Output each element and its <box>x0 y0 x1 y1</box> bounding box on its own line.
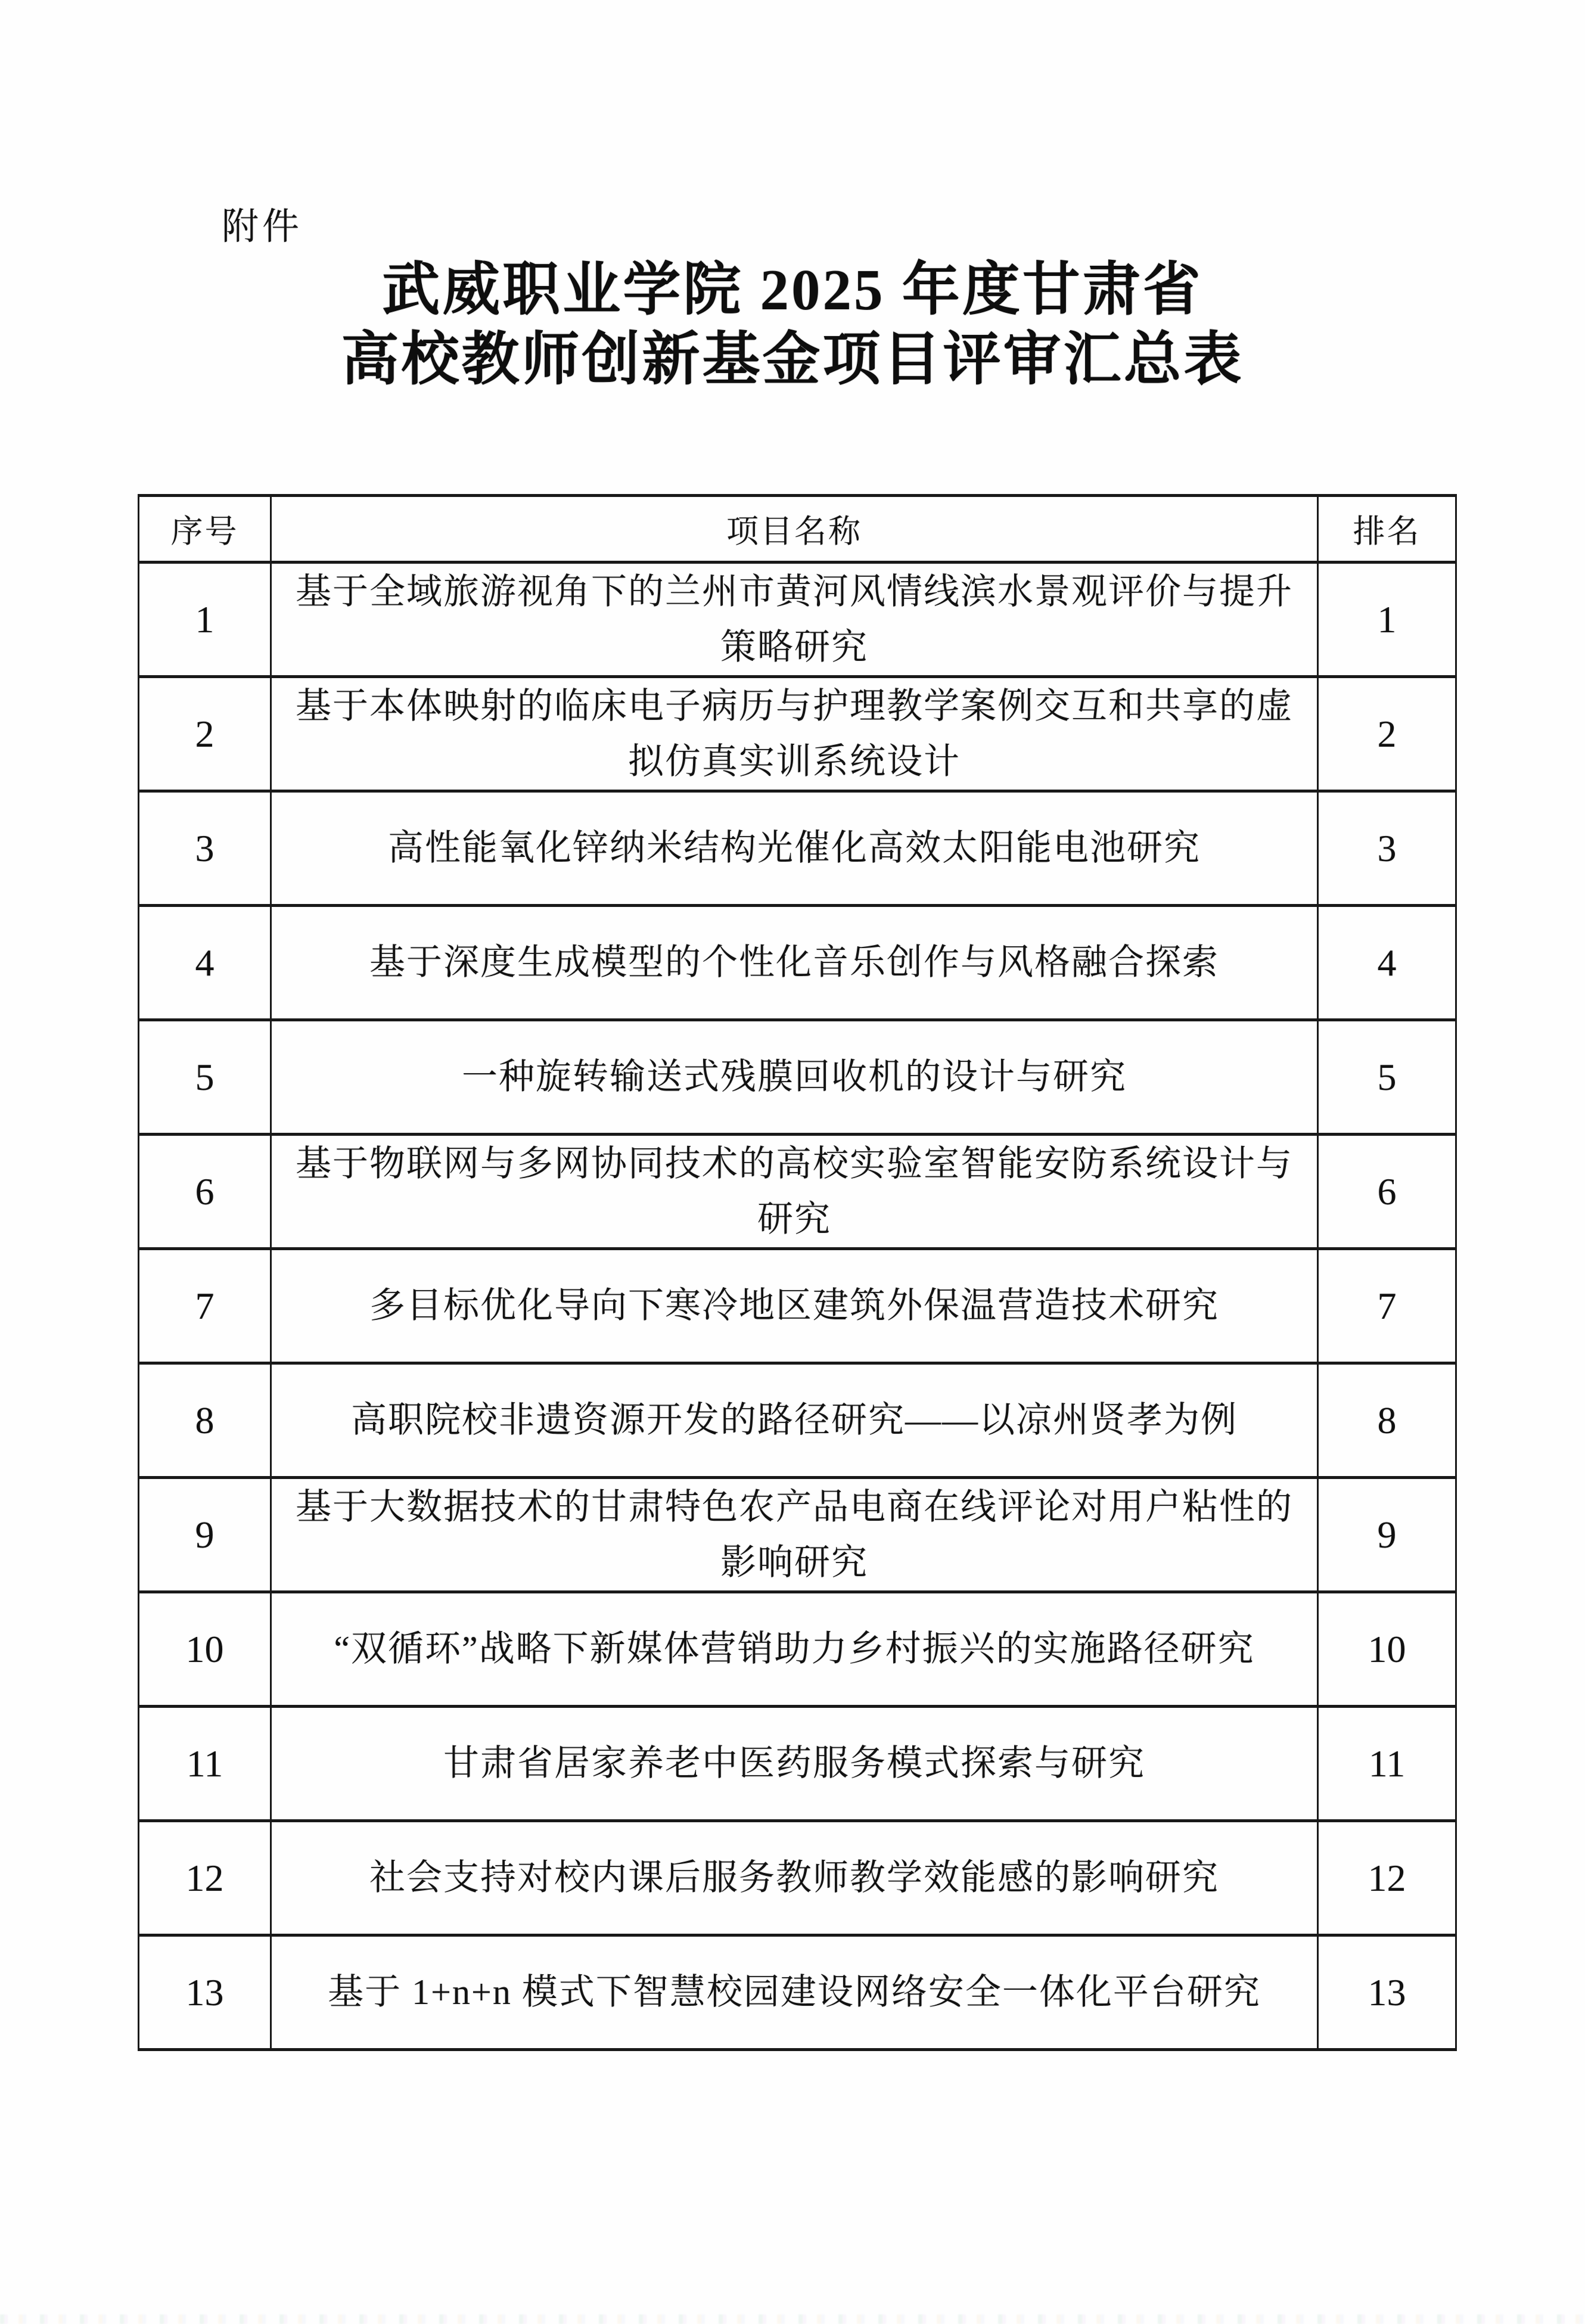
row-rank: 13 <box>1318 1935 1456 2050</box>
row-project-name: 基于深度生成模型的个性化音乐创作与风格融合探索 <box>271 906 1318 1020</box>
row-project-name: 多目标优化导向下寒冷地区建筑外保温营造技术研究 <box>271 1249 1318 1363</box>
row-rank: 11 <box>1318 1707 1456 1821</box>
row-index: 7 <box>139 1249 271 1363</box>
row-index: 12 <box>139 1821 271 1935</box>
table-row <box>139 906 1456 1020</box>
row-index: 13 <box>139 1935 271 2050</box>
row-index: 4 <box>139 906 271 1020</box>
table-row <box>139 1249 1456 1363</box>
row-index: 2 <box>139 677 271 791</box>
row-project-name: “双循环”战略下新媒体营销助力乡村振兴的实施路径研究 <box>271 1592 1318 1707</box>
row-project-name: 基于本体映射的临床电子病历与护理教学案例交互和共享的虚拟仿真实训系统设计 <box>271 677 1318 791</box>
table-row <box>139 1020 1456 1135</box>
row-rank: 9 <box>1318 1478 1456 1592</box>
row-rank: 8 <box>1318 1363 1456 1478</box>
scan-noise-artifact <box>0 2314 1585 2324</box>
table-row <box>139 677 1456 791</box>
row-project-name: 高性能氧化锌纳米结构光催化高效太阳能电池研究 <box>271 791 1318 906</box>
row-index: 1 <box>139 563 271 677</box>
row-index: 5 <box>139 1020 271 1135</box>
row-index: 6 <box>139 1135 271 1249</box>
row-project-name: 甘肃省居家养老中医药服务模式探索与研究 <box>271 1707 1318 1821</box>
row-project-name: 基于 1+n+n 模式下智慧校园建设网络安全一体化平台研究 <box>271 1935 1318 2050</box>
header-cell-rank: 排名 <box>1318 496 1456 563</box>
row-project-name: 一种旋转输送式残膜回收机的设计与研究 <box>271 1020 1318 1135</box>
row-rank: 3 <box>1318 791 1456 906</box>
table-row <box>139 1707 1456 1821</box>
row-rank: 4 <box>1318 906 1456 1020</box>
table-row <box>139 1363 1456 1478</box>
table-row <box>139 1821 1456 1935</box>
row-rank: 12 <box>1318 1821 1456 1935</box>
row-index: 10 <box>139 1592 271 1707</box>
row-project-name: 高职院校非遗资源开发的路径研究——以凉州贤孝为例 <box>271 1363 1318 1478</box>
project-review-summary-table <box>138 494 1457 2051</box>
header-cell-project-name: 项目名称 <box>271 496 1318 563</box>
row-index: 8 <box>139 1363 271 1478</box>
row-rank: 7 <box>1318 1249 1456 1363</box>
row-rank: 2 <box>1318 677 1456 791</box>
document-title <box>0 255 1585 394</box>
table-row <box>139 1478 1456 1592</box>
attachment-label: 附件 <box>222 207 303 247</box>
title-line-2: 高校教师创新基金项目评审汇总表 <box>341 328 1244 392</box>
row-project-name: 基于全域旅游视角下的兰州市黄河风情线滨水景观评价与提升策略研究 <box>271 563 1318 677</box>
table-row <box>139 791 1456 906</box>
table-header-row <box>139 496 1456 563</box>
row-rank: 1 <box>1318 563 1456 677</box>
header-cell-index: 序号 <box>139 496 271 563</box>
row-index: 11 <box>139 1707 271 1821</box>
row-index: 9 <box>139 1478 271 1592</box>
row-project-name: 基于物联网与多网协同技术的高校实验室智能安防系统设计与研究 <box>271 1135 1318 1249</box>
row-project-name: 社会支持对校内课后服务教师教学效能感的影响研究 <box>271 1821 1318 1935</box>
table-row <box>139 1592 1456 1707</box>
row-index: 3 <box>139 791 271 906</box>
table-row <box>139 563 1456 677</box>
title-line-1: 武威职业学院 2025 年度甘肃省 <box>382 258 1203 322</box>
row-project-name: 基于大数据技术的甘肃特色农产品电商在线评论对用户粘性的影响研究 <box>271 1478 1318 1592</box>
table-row <box>139 1935 1456 2050</box>
table-row <box>139 1135 1456 1249</box>
row-rank: 10 <box>1318 1592 1456 1707</box>
row-rank: 6 <box>1318 1135 1456 1249</box>
row-rank: 5 <box>1318 1020 1456 1135</box>
table-body <box>139 563 1456 2050</box>
